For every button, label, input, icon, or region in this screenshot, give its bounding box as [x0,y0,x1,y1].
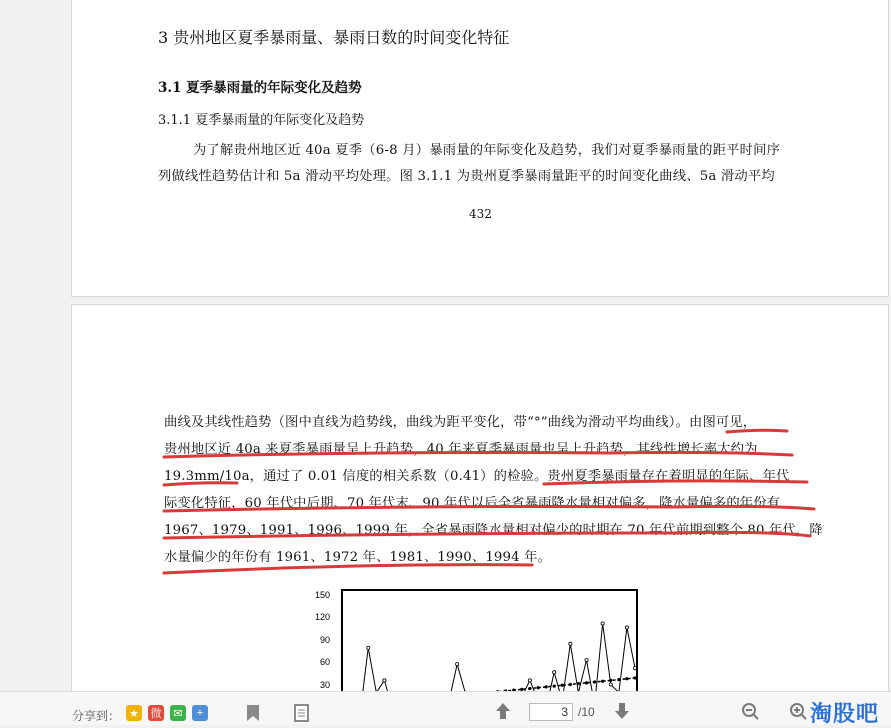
section-heading: 3.1 夏季暴雨量的年际变化及趋势 [158,76,362,96]
previous-page-icon[interactable] [495,702,511,720]
anomaly-data-point [585,658,588,661]
document-page-1 [71,0,889,297]
y-tick-label: 30 [320,680,330,690]
share-label: 分享到： [72,707,120,724]
trend-data-point [569,683,571,685]
trend-data-point [626,678,628,680]
zoom-out-icon[interactable] [741,702,759,720]
qzone-star-icon[interactable]: ★ [126,705,142,721]
weibo-icon[interactable]: 微 [148,705,164,721]
trend-data-point [553,685,555,687]
site-logo: 淘股吧 [810,697,879,728]
anomaly-data-point [456,663,459,666]
chapter-heading: 3 贵州地区夏季暴雨量、暴雨日数的时间变化特征 [158,25,509,48]
document-page-2 [71,304,889,704]
anomaly-data-point [569,642,572,645]
trend-data-point [618,678,620,680]
y-tick-label: 90 [320,635,330,645]
anomaly-data-point [383,679,386,682]
document-outline-icon[interactable] [294,704,310,722]
paragraph-line: 1967、1979、1991、1996、1999 年，全省暴雨降水量相对偏少的时期在 70 年代前期到整个 80 年代，降 [164,519,823,538]
trend-data-point [529,687,531,689]
paragraph-line: 为了解贵州地区近 40a 夏季（6-8 月）暴雨量的年际变化及趋势，我们对夏季暴雨量的距平时间序 [193,139,780,158]
underline-stroke [727,430,787,432]
paragraph-line: 19.3mm/10a，通过了 0.01 信度的相关系数（0.41）的检验。贵州夏季暴雨量存在着明显的年际、年代 [164,465,789,484]
anomaly-data-point [625,626,628,629]
trend-data-point [610,679,612,681]
anomaly-data-point [633,667,636,670]
anomaly-data-point [601,622,604,625]
trend-data-point [561,684,563,686]
y-tick-label: 120 [315,612,330,622]
anomaly-data-point [367,646,370,649]
paragraph-line: 际变化特征，60 年代中后期、70 年代末、90 年代以后全省暴雨降水量相对偏多，降水量偏多的年份有 [164,492,780,511]
zoom-in-icon[interactable] [789,702,807,720]
anomaly-data-point [553,671,556,674]
paragraph-line: 水量偏少的年份有 1961、1972 年、1981、1990、1994 年。 [164,546,551,565]
y-tick-label: 60 [320,657,330,667]
underline-stroke [164,565,532,573]
next-page-icon[interactable] [614,702,630,720]
y-tick-label: 150 [315,590,330,600]
trend-data-point [634,677,636,679]
page-number: 432 [469,207,492,221]
rainfall-anomaly-chart [212,587,662,704]
trend-data-point [593,681,595,683]
trend-data-point [545,686,547,688]
paragraph-line: 贵州地区近 40a 来夏季暴雨量呈上升趋势，40 年来夏季暴雨量也呈上升趋势，其线性增长率大约为 [164,438,758,457]
trend-data-point [585,682,587,684]
paragraph-line: 曲线及其线性趋势（图中直线为趋势线，曲线为距平变化，带“°”曲线为滑动平均曲线）。由图可见， [164,411,756,430]
paragraph-line: 列做线性趋势估计和 5a 滑动平均处理。图 3.1.1 为贵州夏季暴雨量距平的时间变化曲线、5a 滑动平均 [158,165,775,184]
total-pages: /10 [578,705,595,719]
trend-data-point [537,687,539,689]
anomaly-data-point [528,679,531,682]
anomaly-data-point [609,683,612,686]
more-share-icon[interactable]: + [192,705,208,721]
wechat-icon[interactable]: ✉ [170,705,186,721]
viewer-toolbar [0,691,891,725]
trend-data-point [577,682,579,684]
subsection-heading: 3.1.1 夏季暴雨量的年际变化及趋势 [158,109,364,128]
page-number-input[interactable]: 3 [529,703,573,721]
trend-data-point [601,680,603,682]
bookmark-icon[interactable] [246,704,260,722]
